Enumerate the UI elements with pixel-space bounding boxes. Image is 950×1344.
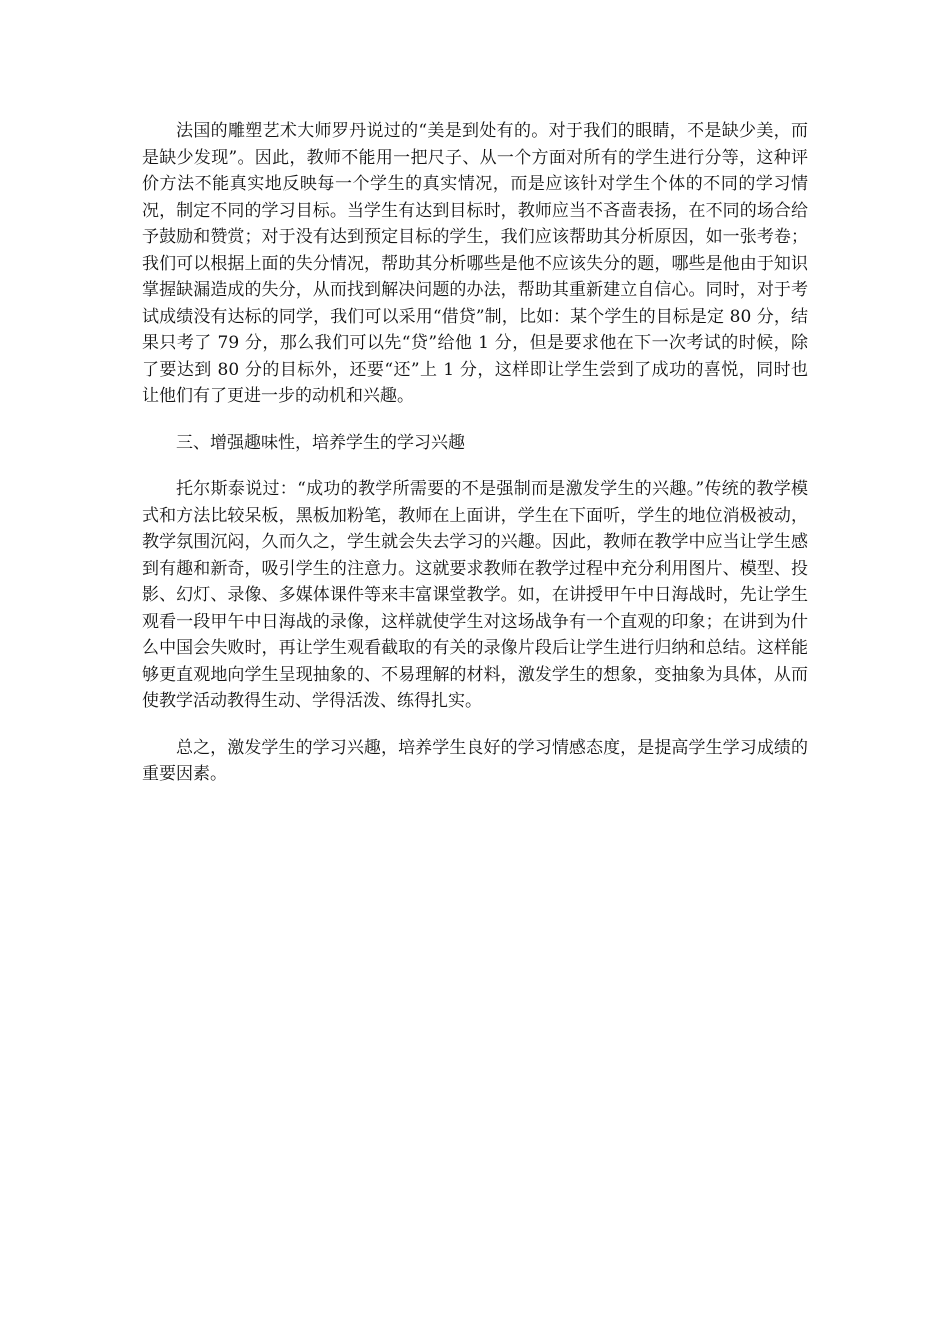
paragraph-interest: 托尔斯泰说过：“成功的教学所需要的不是强制而是激发学生的兴趣。”传统的教学模式和方法比较呆板，黑板加粉笔，教师在上面讲，学生在下面听，学生的地位消极被动，教学氛围沉闷，久而久之，学生就会失去学习的兴趣。因此，教师在教学中应当让学生感到有趣和新奇，吸引学生的注意力。这就要求教师在教学过程中充分利用图片、模型、投影、幻灯、录像、多媒体课件等来丰富课堂教学。如，在讲授甲午中日海战时，先让学生观看一段甲午中日海战的录像，这样就使学生对这场战争有一个直观的印象；在讲到为什么中国会失败时，再让学生观看截取的有关的录像片段后让学生进行归纳和总结。这样能够更直观地向学生呈现抽象的、不易理解的材料，激发学生的想象，变抽象为具体，从而使教学活动教得生动、学得活泼、练得扎实。 — [142, 479, 808, 711]
document-body — [142, 118, 808, 808]
paragraph-evaluation: 法国的雕塑艺术大师罗丹说过的“美是到处有的。对于我们的眼睛，不是缺少美，而是缺少发现”。因此，教师不能用一把尺子、从一个方面对所有的学生进行分等，这种评价方法不能真实地反映每一个学生的真实情况，而是应该针对学生个体的不同的学习情况，制定不同的学习目标。当学生有达到目标时，教师应当不吝啬表扬，在不同的场合给予鼓励和赞赏；对于没有达到预定目标的学生，我们应该帮助其分析原因，如一张考卷；我们可以根据上面的失分情况，帮助其分析哪些是他不应该失分的题，哪些是他由于知识掌握缺漏造成的失分，从而找到解决问题的办法，帮助其重新建立自信心。同时，对于考试成绩没有达标的同学，我们可以采用“借贷”制，比如：某个学生的目标是定 80 分，结果只考了 79 分，那么我们可以先“贷”给他 1 分，但是要求他在下一次考试的时候，除了要达到 80 分的目标外，还要“还”上 1 分，这样即让学生尝到了成功的喜悦，同时也让他们有了更进一步的动机和兴趣。 — [142, 121, 808, 406]
section-heading: 三、增强趣味性，培养学生的学习兴趣 — [176, 432, 465, 453]
paragraph-conclusion: 总之，激发学生的学习兴趣，培养学生良好的学习情感态度，是提高学生学习成绩的重要因素。 — [142, 737, 808, 784]
